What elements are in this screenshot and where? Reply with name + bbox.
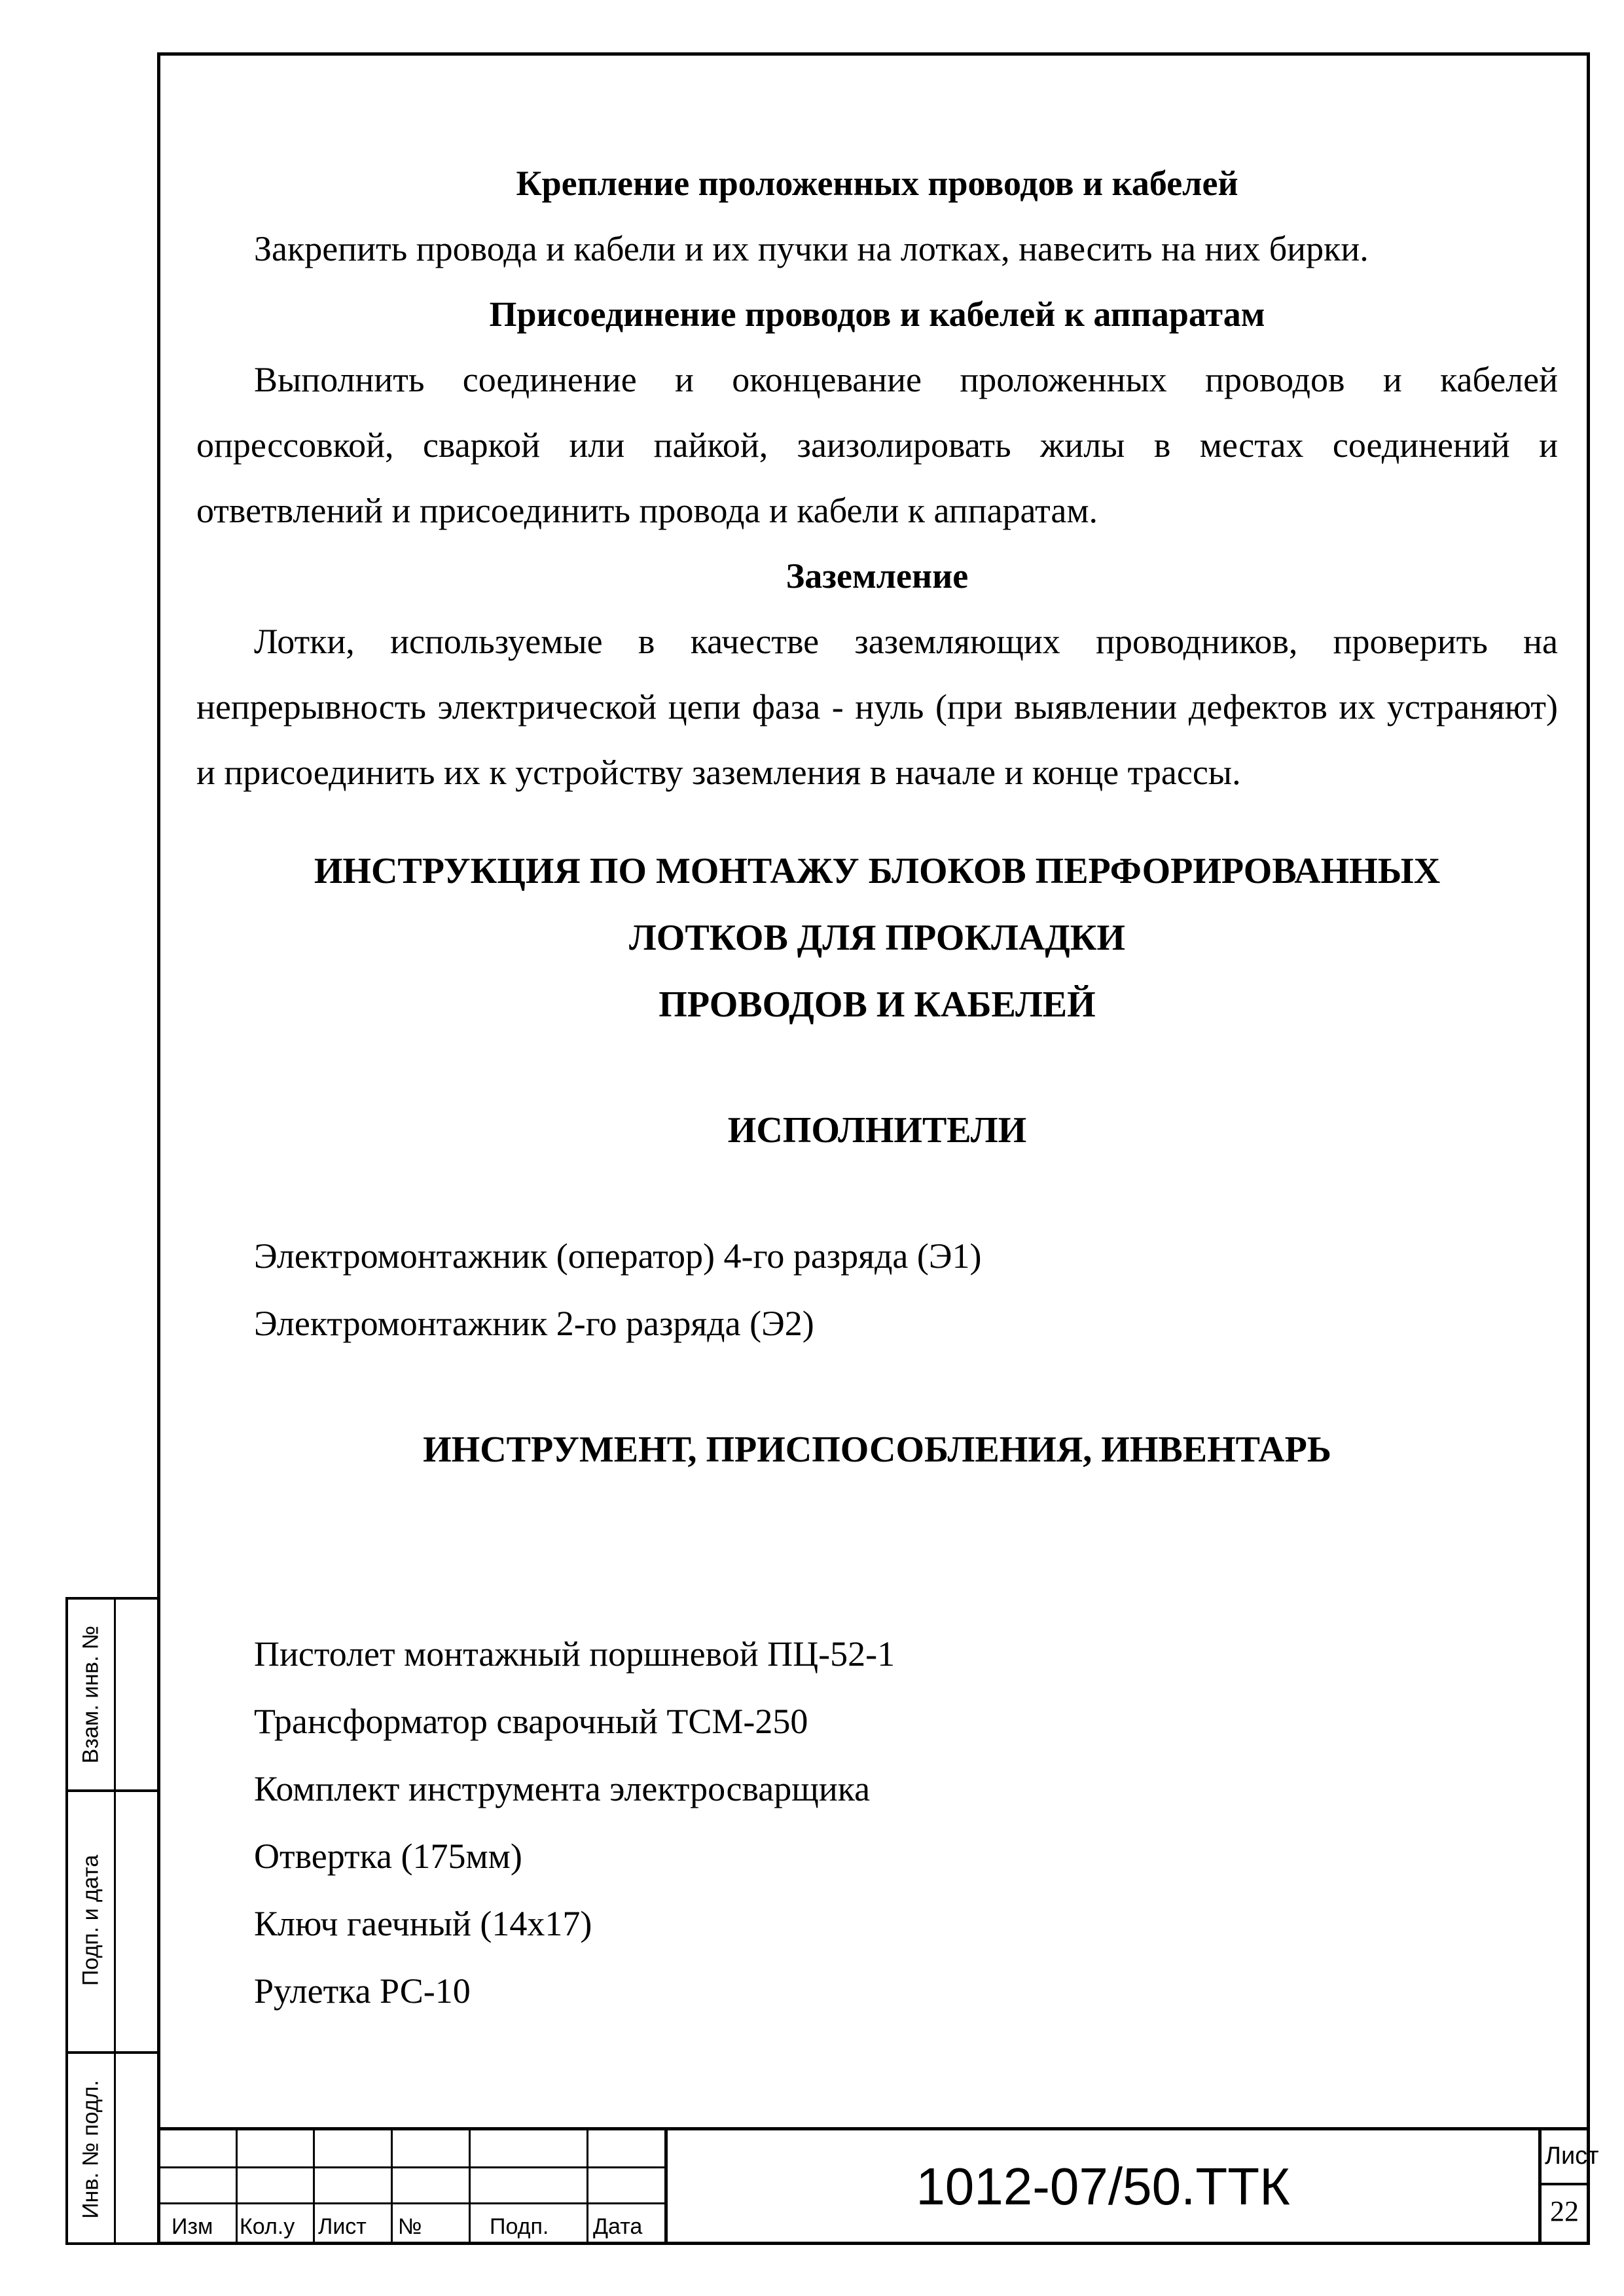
title-block	[157, 2127, 1599, 2245]
section-heading-grounding: Заземление	[785, 556, 969, 596]
instruction-title-line1: ИНСТРУКЦИЯ ПО МОНТАЖУ БЛОКОВ ПЕРФОРИРОВАННЫХ	[314, 851, 1441, 891]
col-num: №	[398, 2214, 422, 2239]
section-heading-fastening: Крепление проложенных проводов и кабелей	[516, 164, 1238, 203]
col-izm: Изм	[171, 2214, 213, 2239]
tool-item: Отвертка (175мм)	[254, 1837, 522, 1876]
instruction-title-line3: ПРОВОДОВ И КАБЕЛЕЙ	[659, 984, 1096, 1025]
performer-item: Электромонтажник (оператор) 4-го разряда (Э1)	[254, 1236, 982, 1276]
instruction-title-line2: ЛОТКОВ ДЛЯ ПРОКЛАДКИ	[629, 918, 1125, 958]
sheet-label: Лист	[1545, 2142, 1599, 2170]
tool-item: Рулетка РС-10	[254, 1971, 471, 2011]
tools-heading: ИНСТРУМЕНТ, ПРИСПОСОБЛЕНИЯ, ИНВЕНТАРЬ	[423, 1429, 1331, 1470]
col-data: Дата	[593, 2214, 643, 2239]
performers-heading: ИСПОЛНИТЕЛИ	[727, 1110, 1027, 1151]
section-text-fastening: Закрепить провода и кабели и их пучки на лотках, навесить на них бирки.	[254, 229, 1369, 268]
side-label-inv: Инв. № подл.	[78, 2080, 103, 2219]
tool-item: Комплект инструмента электросварщика	[254, 1769, 871, 1808]
col-kol: Кол.у	[240, 2214, 295, 2239]
performer-item: Электромонтажник 2-го разряда (Э2)	[254, 1304, 814, 1343]
section-text-grounding: Лотки, используемые в качестве заземляющих проводников, проверить на непрерывность электрической цепи фаза - нуль (при выявлении дефектов их устраняют) и присоединить их к устройству заземления в начале и конце трассы.	[196, 622, 1558, 792]
side-label-podp: Подп. и дата	[78, 1854, 103, 1986]
col-list: Лист	[318, 2214, 367, 2239]
section-text-connection: Выполнить соединение и оконцевание проложенных проводов и кабелей опрессовкой, сваркой или пайкой, заизолировать жилы в местах соединений и ответвлений и присоединить провода и кабели к аппаратам.	[196, 360, 1558, 530]
side-label-vzam: Взам. инв. №	[78, 1625, 103, 1764]
sheet-number: 22	[1550, 2195, 1579, 2227]
tool-item: Трансформатор сварочный ТСМ-250	[254, 1702, 808, 1741]
section-heading-connection: Присоединение проводов и кабелей к аппаратам	[489, 295, 1265, 334]
tool-item: Пистолет монтажный поршневой ПЦ-52-1	[254, 1634, 895, 1674]
tool-item: Ключ гаечный (14x17)	[254, 1904, 592, 1943]
col-podp: Подп.	[490, 2214, 549, 2239]
document-body	[196, 151, 1558, 2025]
side-stamp	[65, 1597, 157, 2245]
document-number: 1012-07/50.ТТК	[916, 2157, 1290, 2215]
